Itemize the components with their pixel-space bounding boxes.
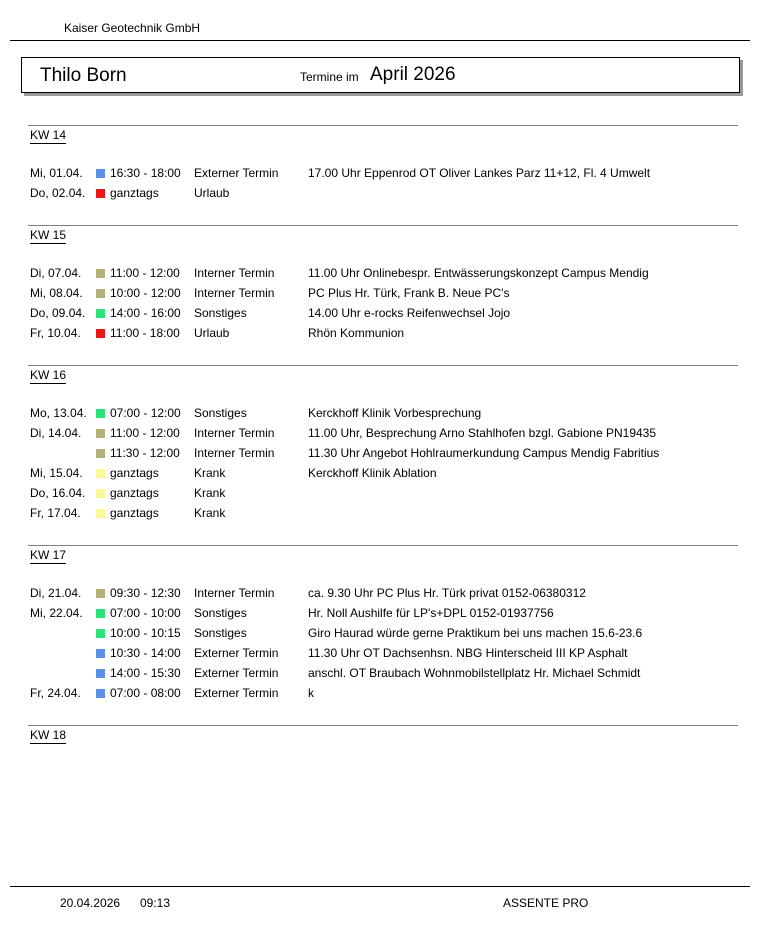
appointment-row: [28, 325, 738, 345]
appointment-category: Externer Termin: [194, 686, 279, 700]
appointment-time: 07:00 - 10:00: [110, 606, 181, 620]
appointment-day: Mi, 08.04.: [30, 286, 83, 300]
appointment-description: 11.30 Uhr Angebot Hohlraumerkundung Campus Mendig Fabritius: [308, 446, 660, 460]
appointment-description: 14.00 Uhr e-rocks Reifenwechsel Jojo: [308, 306, 511, 320]
category-color-swatch: [96, 609, 105, 618]
appointment-row: [28, 485, 738, 505]
appointment-time: 11:00 - 12:00: [110, 266, 180, 280]
appointment-category: Interner Termin: [194, 446, 275, 460]
week-separator: [28, 365, 738, 366]
appointment-time: 10:00 - 12:00: [110, 286, 181, 300]
appointment-category: Interner Termin: [194, 586, 275, 600]
week-entries: [28, 585, 738, 705]
appointment-category: Krank: [194, 466, 226, 480]
appointment-time: 11:00 - 12:00: [110, 426, 180, 440]
appointment-category: Interner Termin: [194, 266, 275, 280]
appointment-time: 07:00 - 08:00: [110, 686, 181, 700]
appointment-day: Di, 21.04.: [30, 586, 82, 600]
appointment-row: [28, 625, 738, 645]
appointment-day: Do, 16.04.: [30, 486, 86, 500]
category-color-swatch: [96, 429, 105, 438]
category-color-swatch: [96, 689, 105, 698]
appointment-row: [28, 405, 738, 425]
appointment-day: Mo, 13.04.: [30, 406, 87, 420]
footer-divider: [10, 886, 750, 887]
appointment-row: [28, 465, 738, 485]
appointment-category: Krank: [194, 506, 226, 520]
appointment-row: [28, 505, 738, 525]
appointment-time: ganztags: [110, 466, 159, 480]
appointment-day: Do, 02.04.: [30, 186, 86, 200]
appointment-time: ganztags: [110, 506, 159, 520]
appointment-description: Kerckhoff Klinik Vorbesprechung: [308, 406, 482, 420]
appointment-description: ca. 9.30 Uhr PC Plus Hr. Türk privat 0152-06380312: [308, 586, 586, 600]
appointment-category: Sonstiges: [194, 606, 247, 620]
appointment-description: Kerckhoff Klinik Ablation: [308, 466, 437, 480]
category-color-swatch: [96, 269, 105, 278]
appointment-description: Giro Haurad würde gerne Praktikum bei uns machen 15.6-23.6: [308, 626, 643, 640]
appointment-day: Mi, 22.04.: [30, 606, 83, 620]
appointment-row: [28, 185, 738, 205]
appointment-day: Di, 14.04.: [30, 426, 82, 440]
print-date: 20.04.2026: [60, 896, 121, 910]
appointment-description: 11.30 Uhr OT Dachsenhsn. NBG Hinterscheid III KP Asphalt: [308, 646, 628, 660]
report-header: [21, 57, 740, 93]
appointment-category: Urlaub: [194, 186, 230, 200]
appointment-time: 10:00 - 10:15: [110, 626, 181, 640]
print-time: 09:13: [140, 896, 171, 910]
appointment-time: 14:00 - 15:30: [110, 666, 181, 680]
appointment-row: [28, 665, 738, 685]
appointment-day: Di, 07.04.: [30, 266, 82, 280]
appointment-day: Do, 09.04.: [30, 306, 86, 320]
appointment-category: Krank: [194, 486, 226, 500]
appointment-category: Urlaub: [194, 326, 230, 340]
category-color-swatch: [96, 169, 105, 178]
appointment-row: [28, 645, 738, 665]
category-color-swatch: [96, 309, 105, 318]
appointment-row: [28, 425, 738, 445]
appointment-description: PC Plus Hr. Türk, Frank B. Neue PC's: [308, 286, 510, 300]
appointment-row: [28, 165, 738, 185]
appointment-category: Externer Termin: [194, 646, 279, 660]
appointment-category: Sonstiges: [194, 406, 247, 420]
appointment-row: [28, 445, 738, 465]
category-color-swatch: [96, 469, 105, 478]
appointment-time: 09:30 - 12:30: [110, 586, 181, 600]
week-label: KW 18: [30, 728, 67, 742]
appointment-row: [28, 265, 738, 285]
category-color-swatch: [96, 669, 105, 678]
appointment-time: 14:00 - 16:00: [110, 306, 181, 320]
category-color-swatch: [96, 509, 105, 518]
appointment-category: Interner Termin: [194, 286, 275, 300]
appointment-time: 11:30 - 12:00: [110, 446, 180, 460]
appointment-category: Interner Termin: [194, 426, 275, 440]
week-entries: [28, 405, 738, 525]
appointment-time: 16:30 - 18:00: [110, 166, 181, 180]
period-month: April 2026: [370, 64, 456, 85]
appointment-day: Mi, 15.04.: [30, 466, 83, 480]
appointment-description: 11.00 Uhr Onlinebespr. Entwässerungskonzept Campus Mendig: [308, 266, 649, 280]
appointment-category: Sonstiges: [194, 626, 247, 640]
appointment-day: Fr, 10.04.: [30, 326, 81, 340]
category-color-swatch: [96, 629, 105, 638]
appointment-time: 07:00 - 12:00: [110, 406, 181, 420]
appointment-description: Rhön Kommunion: [308, 326, 405, 340]
company-name: Kaiser Geotechnik GmbH: [64, 21, 201, 35]
appointment-day: Fr, 17.04.: [30, 506, 81, 520]
header-divider: [10, 40, 750, 41]
appointment-category: Sonstiges: [194, 306, 247, 320]
appointment-time: ganztags: [110, 186, 159, 200]
appointment-category: Externer Termin: [194, 166, 279, 180]
category-color-swatch: [96, 289, 105, 298]
appointment-description: 17.00 Uhr Eppenrod OT Oliver Lankes Parz 11+12, Fl. 4 Umwelt: [308, 166, 651, 180]
appointment-category: Externer Termin: [194, 666, 279, 680]
employee-name: Thilo Born: [40, 65, 127, 86]
category-color-swatch: [96, 489, 105, 498]
week-separator: [28, 545, 738, 546]
category-color-swatch: [96, 189, 105, 198]
appointment-description: 11.00 Uhr, Besprechung Arno Stahlhofen bzgl. Gabione PN19435: [308, 426, 657, 440]
appointment-time: 11:00 - 18:00: [110, 326, 180, 340]
week-entries: [28, 265, 738, 345]
appointment-day: Fr, 24.04.: [30, 686, 81, 700]
category-color-swatch: [96, 329, 105, 338]
week-entries: [28, 165, 738, 205]
category-color-swatch: [96, 409, 105, 418]
appointment-row: [28, 605, 738, 625]
appointment-description: Hr. Noll Aushilfe für LP's+DPL 0152-01937756: [308, 606, 554, 620]
appointment-day: Mi, 01.04.: [30, 166, 83, 180]
week-separator: [28, 725, 738, 726]
category-color-swatch: [96, 449, 105, 458]
appointment-time: ganztags: [110, 486, 159, 500]
app-name: ASSENTE PRO: [503, 896, 589, 910]
week-label: KW 15: [30, 228, 67, 242]
appointment-row: [28, 685, 738, 705]
week-label: KW 14: [30, 128, 67, 142]
appointment-row: [28, 585, 738, 605]
appointment-description: k: [308, 686, 314, 700]
appointment-row: [28, 305, 738, 325]
category-color-swatch: [96, 649, 105, 658]
appointment-time: 10:30 - 14:00: [110, 646, 181, 660]
period-prefix: Termine im: [300, 70, 359, 84]
week-separator: [28, 125, 738, 126]
week-label: KW 16: [30, 368, 67, 382]
appointment-description: anschl. OT Braubach Wohnmobilstellplatz Hr. Michael Schmidt: [308, 666, 641, 680]
appointment-row: [28, 285, 738, 305]
week-separator: [28, 225, 738, 226]
category-color-swatch: [96, 589, 105, 598]
week-label: KW 17: [30, 548, 67, 562]
